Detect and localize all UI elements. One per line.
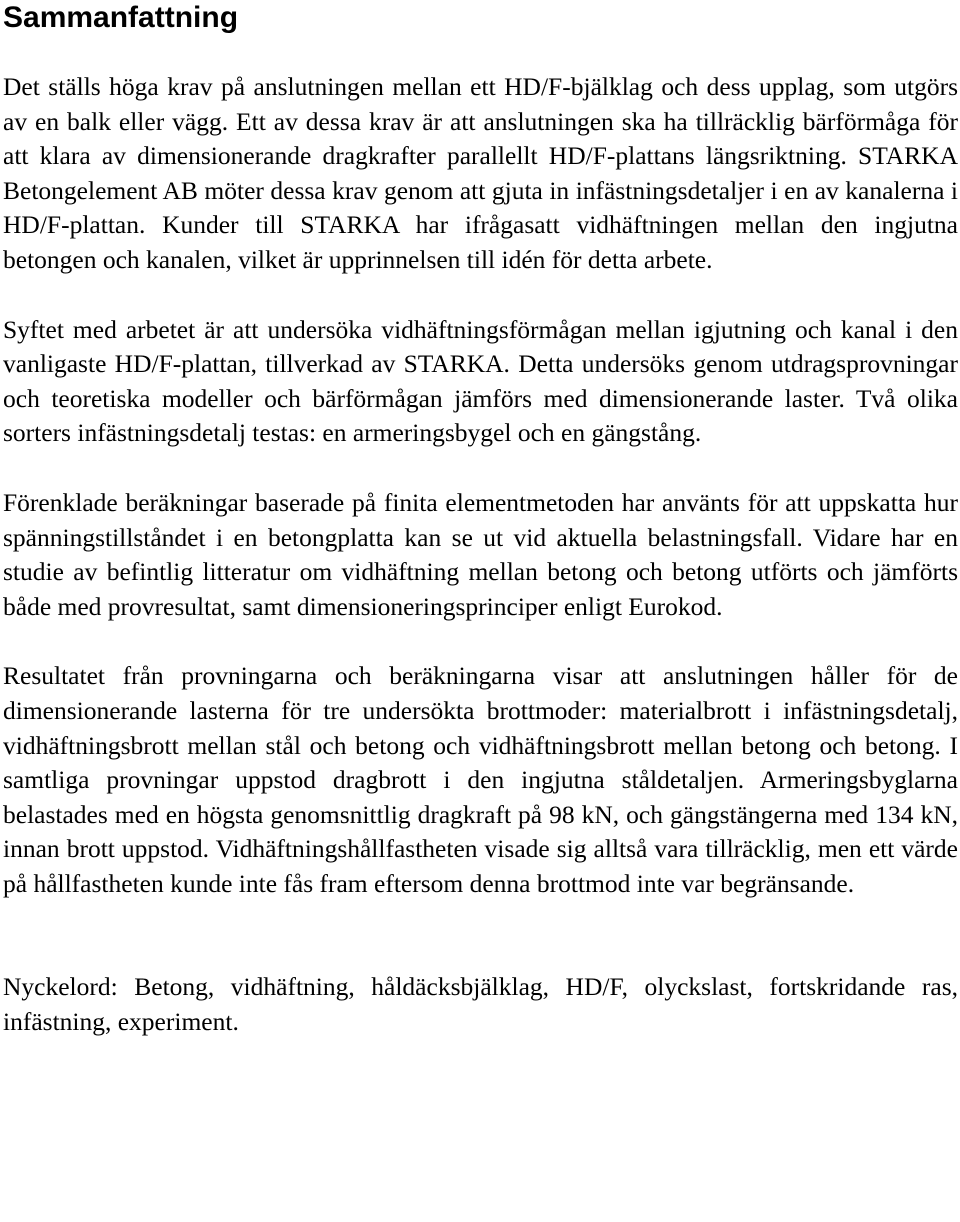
paragraph-results: Resultatet från provningarna och beräkningarna visar att anslutningen håller för de dimensionerande lasterna för tre undersökta brottmoder: materialbrott i infästningsdetalj, vidhäftningsbrott mellan stål och betong och vidhäftningsbrott mellan betong och betong. I samtliga provningar uppstod dragbrott i den ingjutna ståldetaljen. Armeringsbyglarna belastades med en högsta genomsnittlig dragkraft på 98 kN, och gängstängerna med 134 kN, innan brott uppstod. Vidhäftningshållfastheten visade sig alltså vara tillräcklig, men ett värde på hållfastheten kunde inte fås fram eftersom denna brottmod inte var begränsande.: [3, 661, 958, 898]
paragraph-purpose: Syftet med arbetet är att undersöka vidhäftningsförmågan mellan igjutning och kanal i den vanligaste HD/F-plattan, tillverkad av STARKA. Detta undersöks genom utdragsprovningar och teoretiska modeller och bärförmågan jämförs med dimensionerande laster. Två olika sorters infästningsdetalj testas: en armeringsbygel och en gängstång.: [3, 314, 958, 448]
document-page: [3, 0, 958, 1040]
paragraph-method: Förenklade beräkningar baserade på finita elementmetoden har använts för att uppskatta hur spänningstillståndet i en betongplatta kan se ut vid aktuella belastningsfall. Vidare har en studie av befintlig litteratur om vidhäftning mellan betong och betong utförts och jämförts både med provresultat, samt dimensioneringsprinciper enligt Eurokod.: [3, 487, 958, 621]
paragraph-keywords: Nyckelord: Betong, vidhäftning, håldäcksbjälklag, HD/F, olyckslast, fortskridande ras, infästning, experiment.: [3, 972, 958, 1037]
section-heading: Sammanfattning: [3, 1, 239, 34]
paragraph-background: Det ställs höga krav på anslutningen mellan ett HD/F-bjälklag och dess upplag, som utgörs av en balk eller vägg. Ett av dessa krav är att anslutningen ska ha tillräcklig bärförmåga för att klara av dimensionerande dragkrafter parallellt HD/F-plattans längsriktning. STARKA Betongelement AB möter dessa krav genom att gjuta in infästningsdetaljer i en av kanalerna i HD/F-plattan. Kunder till STARKA har ifrågasatt vidhäftningen mellan den ingjutna betongen och kanalen, vilket är upprinnelsen till idén för detta arbete.: [3, 72, 958, 274]
